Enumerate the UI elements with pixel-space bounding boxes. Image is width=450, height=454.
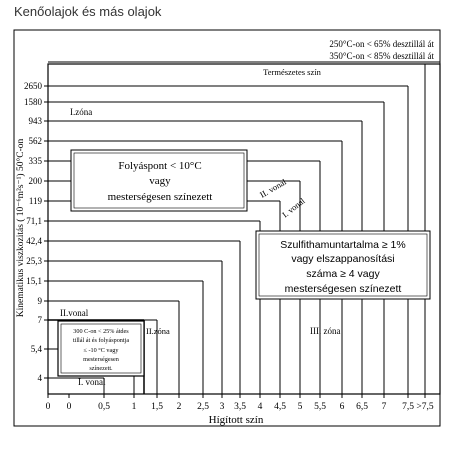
pour-point-line-1: Folyáspont < 10°C [118,160,202,172]
line-2-diag-label: II. vonal [258,176,288,200]
x-tick-label: 0 [45,402,51,412]
y-tick-label: 4 [37,373,42,383]
line-2-label: II.vonal [60,308,89,318]
x-tick-label: >7,5 [416,402,434,412]
distill-note-1: 250°C-on < 65% desztillál át [329,39,434,49]
saponification-line-4: mesterségesen színezett [284,283,402,295]
pour-point-box [71,150,247,211]
y-tick-label: 71,1 [26,216,42,226]
distill-line-4: mesterségesen [83,356,119,363]
y-axis-label: Kinematikus viszkozitás ( 10⁻⁶m²s⁻¹) 50°C-on [16,138,26,318]
x-tick-label: 7,5 [402,402,414,412]
y-tick-label: 119 [28,196,42,206]
x-tick-label: 5,5 [314,402,326,412]
x-tick-label: 3,5 [234,402,246,412]
x-axis-label: Hígított szín [208,414,264,426]
y-tick-label: 943 [28,116,42,126]
x-tick-label: 1,5 [151,402,163,412]
y-tick-label: 335 [28,156,42,166]
pour-point-line-3: mesterségesen színezett [107,191,213,203]
saponification-line-3: száma ≥ 4 vagy [306,268,380,280]
y-tick-label: 562 [28,136,42,146]
zone-3-label: III. zóna [310,326,341,336]
x-tick-label: 4,5 [274,402,286,412]
zone-2-label: II.zóna [146,326,170,336]
line-1-bottom-label: I. vonal [78,377,106,387]
y-tick-label: 5,4 [30,344,42,354]
x-tick-label: 4 [257,402,263,412]
saponification-line-1: Szulfithamuntartalma ≥ 1% [280,239,406,251]
saponification-line-2: vagy elszappanosítási [291,253,395,265]
zone-1-label: I.zóna [70,107,93,117]
natural-color-label: Természetes szín [263,67,321,77]
x-tick-label: 0 [66,402,72,412]
y-tick-label: 42,4 [26,236,42,246]
x-tick-label: 5 [297,402,303,412]
distill-box [58,321,144,376]
pour-point-line-2: vagy [149,175,171,187]
x-tick-label: 2 [176,402,182,412]
x-tick-label: 0,5 [98,402,110,412]
distill-line-1: 300 C-on < 25% átdes [73,328,129,335]
y-tick-label: 25,3 [26,256,42,266]
saponification-box [256,231,430,299]
y-tick-label: 9 [37,296,42,306]
distill-line-3: ≤ -10 °C vagy [83,347,119,354]
x-tick-label: 1 [131,402,137,412]
x-tick-label: 3 [219,402,225,412]
x-tick-label: 6,5 [356,402,368,412]
distill-line-2: tillál át és folyáspontja [72,337,130,344]
y-tick-label: 2650 [24,81,42,91]
distill-line-5: színezett. [89,365,113,372]
y-tick-label: 15,1 [26,276,42,286]
page-title: Kenőolajok és más olajok [14,4,162,19]
y-tick-label: 1580 [24,97,42,107]
distill-note-2: 350°C-on < 85% desztillál át [329,51,434,61]
line-1-diag-label: I. vonal [280,195,307,220]
x-tick-label: 7 [381,402,387,412]
x-tick-label: 6 [339,402,345,412]
y-tick-label: 7 [37,315,42,325]
x-tick-label: 2,5 [197,402,209,412]
y-tick-label: 200 [28,176,42,186]
